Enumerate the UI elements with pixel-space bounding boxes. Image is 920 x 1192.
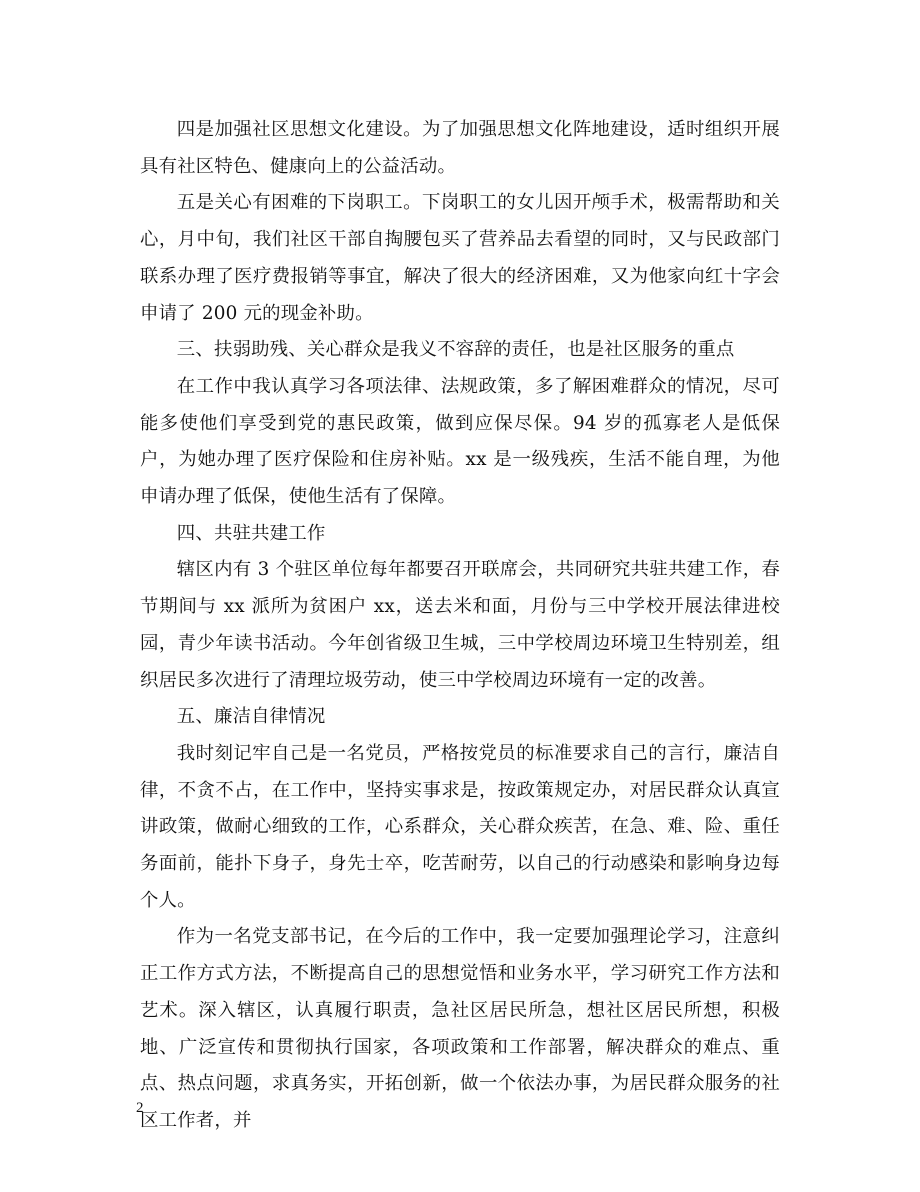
paragraph-laid-off-workers: 五是关心有困难的下岗职工。下岗职工的女儿因开颅手术，极需帮助和关心，月中旬，我们社区干部自掏腰包买了营养品去看望的同时，又与民政部门联系办理了医疗费报销等事宜，解决了很大的经济困难，又为他家向红十字会申请了 200 元的现金补助。 — [140, 192, 780, 324]
section-heading-assist-disabled: 三、扶弱助残、关心群众是我义不容辞的责任，也是社区服务的重点 — [176, 339, 735, 361]
paragraph-culture-building: 四是加强社区思想文化建设。为了加强思想文化阵地建设，适时组织开展具有社区特色、健康向上的公益活动。 — [140, 119, 780, 177]
section-heading-co-construction: 四、共驻共建工作 — [176, 522, 326, 544]
document-body — [140, 112, 780, 1140]
section-heading-integrity: 五、廉洁自律情况 — [176, 706, 326, 728]
paragraph-joint-meetings: 辖区内有 3 个驻区单位每年都要召开联席会，共同研究共驻共建工作，春节期间与 xx 派所为贫困户 xx，送去米和面，月份与三中学校开展法律进校园，青少年读书活动。今年创省级卫生城，三中学校周边环境卫生特别差，组织居民多次进行了清理垃圾劳动，使三中学校周边环境有一定的改善。 — [140, 559, 780, 691]
paragraph-future-work: 作为一名党支部书记，在今后的工作中，我一定要加强理论学习，注意纠正工作方式方法，不断提高自己的思想觉悟和业务水平，学习研究工作方法和艺术。深入辖区，认真履行职责，急社区居民所急，想社区居民所想，积极地、广泛宣传和贯彻执行国家，各项政策和工作部署，解决群众的难点、重点、热点问题，求真务实，开拓创新，做一个依法办事，为居民群众服务的社区工作者，并 — [140, 926, 780, 1131]
paragraph-policy-study: 在工作中我认真学习各项法律、法规政策，多了解困难群众的情况，尽可能多使他们享受到党的惠民政策，做到应保尽保。94 岁的孤寡老人是低保户，为她办理了医疗保险和住房补贴。xx 是一级残疾，生活不能自理，为他申请办理了低保，使他生活有了保障。 — [140, 375, 780, 508]
page-number: 2 — [136, 1100, 144, 1116]
paragraph-self-discipline: 我时刻记牢自己是一名党员，严格按党员的标准要求自己的言行，廉洁自律，不贪不占，在工作中，坚持实事求是，按政策规定办，对居民群众认真宣讲政策，做耐心细致的工作，心系群众，关心群众疾苦，在急、难、险、重任务面前，能扑下身子，身先士卒，吃苦耐劳，以自己的行动感染和影响身边每个人。 — [140, 742, 780, 911]
